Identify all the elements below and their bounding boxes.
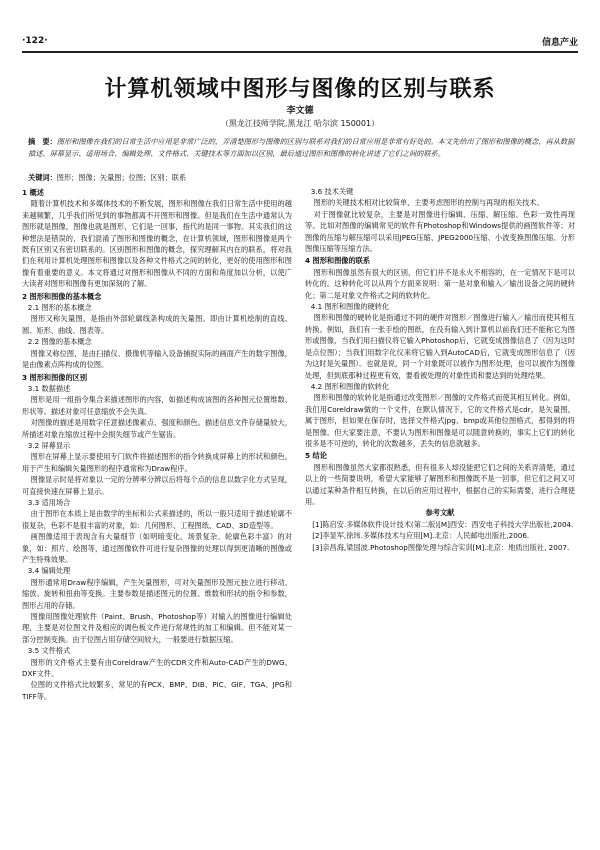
paragraph: 随着计算机技术和多媒体技术的不断发展，图形和图像在我们日常生活中使用的越来越频繁，几乎我们所见到的事物都离不开图形和图像。但是我们在生活中通常认为图形就是图像，图像也就是图形，它们是一回事，指代的是同一事物。其实我们的这种想法是错误的，我们混淆了图形和图像的概念，在计算机领域，图形和图像是两个既有区别又有密切联系的。区别图形和图像的概念，探究理解其内在的联系，将对我们在利用计算机处理图形和图像以及各种文件格式之间的转化，更好的使用图形和图像有着重要的意义。本文将通过对图形和图像从不同的方面和角度加以分析，以使广大读者对图形和图像有更加深刻的了解。 <box>22 199 292 289</box>
paragraph: 图像显示时是将对象以一定的分辨率分辨以后将每个点的信息以数字化方式呈现，可直接快速在屏幕上显示。 <box>22 475 292 496</box>
paragraph: 图形又称矢量图，是指由外部轮廓线条构成的矢量图。即由计算机绘制的直线、圆、矩形、曲线、图表等。 <box>22 314 292 335</box>
subsection-heading: 3.2 屏幕显示 <box>27 440 71 450</box>
keywords-label: 关键词： <box>28 173 57 182</box>
reference-entry: [3]亲昌海,梁国波.Photoshop图像处理与综合实训[M].北京：地质出版社, 2007. <box>312 542 570 552</box>
paragraph: 图形通常用Draw程序编辑，产生矢量图形，可对矢量图形及图元独立进行移动、缩放、旋转和扭曲等变换。主要参数是描述图元的位置、维数和形状的指令和参数，图形占用的存储。 <box>22 577 292 610</box>
paragraph: 对图像的描述是用数字任意描述像素点、强度和颜色。描述信息文件存储量较大，所描述对象在缩放过程中会损失细节或产生锯齿。 <box>22 418 292 439</box>
section-heading: 2 图形和图像的基本概念 <box>22 291 102 301</box>
paragraph: 对于图像就比较复杂，主要是对图像进行编辑、压缩、解压缩、色彩一致性再现等。比如对图像的编辑常见的软件有Photoshop和Windows提供的画图软件等；对图像的压缩与解压缩可以采用JPEG压缩、JPEG2000压缩、小波变换图像压缩、分形图像压缩等压缩方法。 <box>305 209 575 254</box>
subsection-heading: 2.1 图形的基本概念 <box>27 303 92 313</box>
subsection-heading: 2.2 图像的基本概念 <box>27 337 92 347</box>
reference-entry: [2]李显军,徐玮.多媒体技术与应用[M].北京：人民邮电出版社,2006. <box>312 531 530 541</box>
paragraph: 图形的关键技术相对比较简单，主要考虑图形的控制与再现的相关技术。 <box>313 198 544 208</box>
author-affiliation: （黑龙江技师学院,黑龙江 哈尔滨 150001） <box>220 119 380 128</box>
paragraph: 图形和图像虽然大家都很熟悉，但有很多人却没能把它们之间的关系弄清楚，通过以上的一些简要说明，希望大家能够了解图形和图像既不是一回事，但它们之间又可以通过某种条件相互转换，在以后的应用过程中，根据自己的实际需要，进行合理使用。 <box>305 462 575 506</box>
article-title: 计算机领域中图形与图像的区别与联系 <box>104 76 496 102</box>
subsection-heading: 3.5 文件格式 <box>27 646 71 656</box>
abstract-text: 图形和图像在我们的日常生活中应用是非常广泛的，弄清楚图形与图像的区别与联系对我们的日常应用是非常有好处的。本文先给出了图形和图像的概念，再从数据描述、屏幕显示、适用场合、编辑处理、文件格式、关键技术等方面加以区别，最后通过图形和图像的转化讲述了它们之间的联系。 <box>28 137 575 158</box>
journal-name: 信息产业 <box>541 37 578 48</box>
reference-entry: [1]陈启安.多媒体软件设计技术(第二版)[M]西安：西安电子科技大学出版社,2004. <box>312 519 574 529</box>
references-heading: 参考文献 <box>425 508 455 518</box>
author-name: 李文德 <box>286 106 314 116</box>
paragraph: 图形在屏幕上显示要使用专门软件将描述图形的指令转换成屏幕上的形状和颜色。用于产生和编辑矢量图形的程序通常称为Draw程序。 <box>22 452 292 473</box>
paragraph: 图形和图像虽然有很大的区别，但它们并不是永火不相容的，在一定情况下是可以转化的。这种转化可以从两个方面来说明：第一是对象和输入／输出设备之间的硬转化；第二是对象文件格式之间的软转化。 <box>305 267 575 300</box>
section-heading: 4 图形和图像的联系 <box>305 256 371 266</box>
paragraph: 图形是用一组指令集合来描述图形的内容，如描述构成该图的各种图元位置维数、形状等。描述对象可任意缩放不会失真。 <box>22 395 292 416</box>
keywords <box>28 172 578 184</box>
paragraph: 图形和图像的软转化是指通过改变图形／图像的文件格式而使其相互转化。例如，我们用Coreldraw做的一个文件，在默认情况下，它的文件格式是cdr，是矢量图，属于图形，但如果在保存时，选择文件格式jpg、bmp或其他位图格式，那得到的将是图像。但大家要注意，不要认为图形和图像是可以随意转换的，事实上它们的转化很多是不可逆的，转化的次数越多，丢失的信息就越多。 <box>305 393 575 448</box>
subsection-heading: 3.6 技术关键 <box>310 187 354 196</box>
section-heading: 5 结论 <box>305 451 327 461</box>
page-number: ·122· <box>22 36 48 46</box>
paragraph: 图形的文件格式主要有由Coreldraw产生的CDR文件和Auto-CAD产生的DWG、DXF文件。 <box>22 657 292 679</box>
header-rule <box>22 51 578 53</box>
paragraph: 图形和图像的硬转化是指通过不同的硬件对图形／图像进行输入／输出而使其相互转换。例如，我们有一张手绘的图纸，在没有输入到计算机以前我们还不能称它为图形或图像，当我们用扫描仪将它输入Photoshop后，它就变成图像信息了（因为这时是点位图）；当我们用数字化仪来将它输入到AutoCAD后，它就变成图形信息了（因为这时是矢量图）。也就是说，同一个对象既可以被作为图形处理，也可以被作为图像处理，但到底那种过程更有效，要看被处理的对象性质和要达到的处理结果。 <box>305 313 575 380</box>
subsection-heading: 3.4 编辑处理 <box>27 566 71 576</box>
keywords-text: 图形；图像；矢量图；位图；区别；联系 <box>56 173 187 182</box>
abstract-label: 摘 要： <box>28 137 57 146</box>
left-column <box>22 186 292 702</box>
section-heading: 1 概述 <box>22 188 44 197</box>
abstract <box>28 136 578 160</box>
paragraph: 画图像适用于表现含有大量细节（如明暗变化、场景复杂、轮廓色彩丰富）的对象，如：照片、绘图等，通过图像软件可进行复杂图像的处理以得到更清晰的图像或产生特殊效果。 <box>22 532 292 564</box>
section-heading: 3 图形和图像的区别 <box>22 372 88 382</box>
running-header <box>22 34 578 48</box>
subsection-heading: 4.1 图形和图像的硬转化 <box>310 302 390 312</box>
subsection-heading: 3.1 数据描述 <box>27 383 71 393</box>
subsection-heading: 3.3 适用场合 <box>27 497 71 507</box>
subsection-heading: 4.2 图形和图像的软转化 <box>310 381 390 391</box>
paragraph: 位图的文件格式比较繁多，常见的有PCX、BMP、DIB、PIC、GIF、TGA、JPG和TIFF等。 <box>22 680 292 701</box>
paragraph: 由于图形在本质上是由数学的坐标和公式来描述的，所以一般只适用于描述轮廓不很复杂，色彩不是很丰富的对象，如：几何图形、工程图纸、CAD、3D造型等。 <box>22 509 292 530</box>
paragraph: 图像又称位图，是由扫描仪、摄像机等输入设备捕捉实际的画面产生的数字图像，是由像素点阵构成的位图。 <box>22 348 292 370</box>
right-column <box>305 186 575 553</box>
paragraph: 图像用图像处理软件（Paint、Brush、Photoshop等）对输入的图像进行编辑处理，主要是对位图文件及相应的调色板文件进行常规性的加工和编辑。但不能对某一部分控制变换。由于位图占用存储空间较大，一般要进行数据压缩。 <box>22 612 292 644</box>
